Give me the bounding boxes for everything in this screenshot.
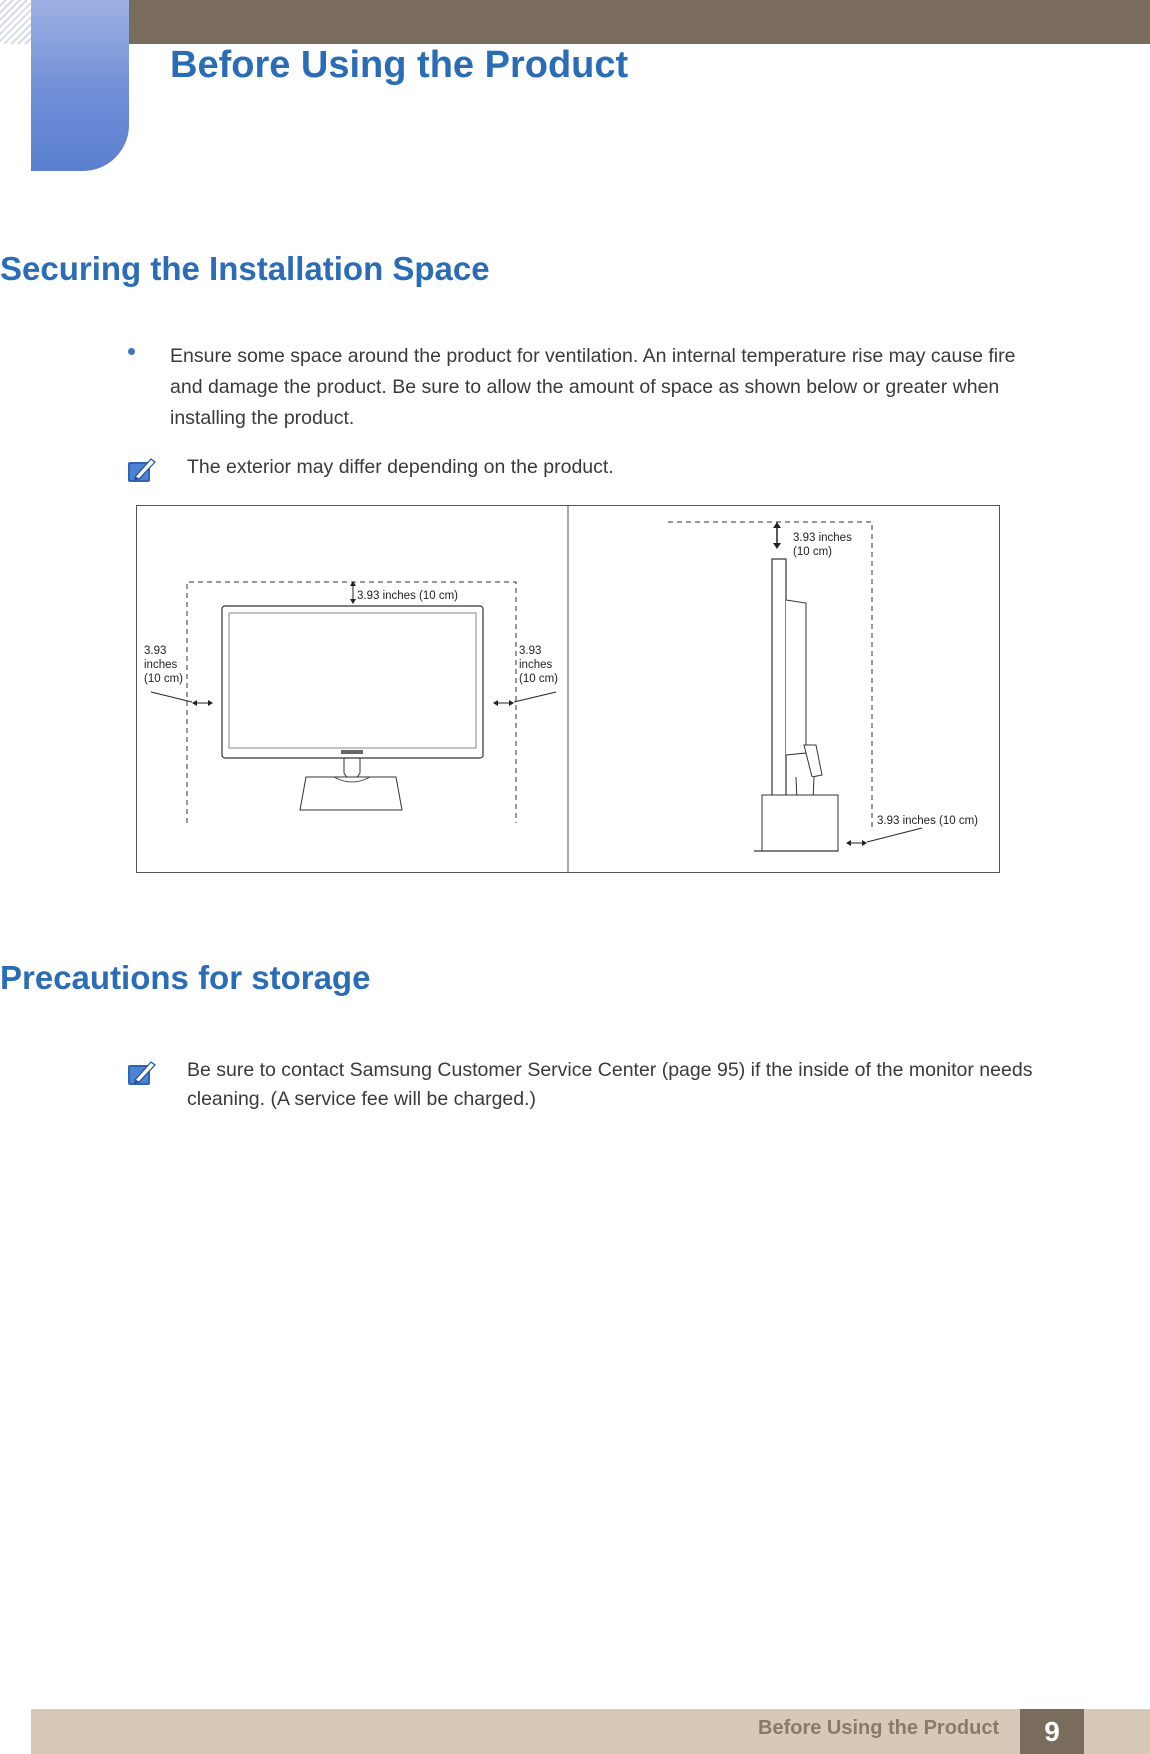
chapter-title: Before Using the Product xyxy=(170,44,629,86)
note-icon xyxy=(127,1059,157,1087)
top-bar xyxy=(0,0,1150,44)
chapter-tab-decoration xyxy=(31,0,129,171)
section-title-installation: Securing the Installation Space xyxy=(0,250,490,287)
page-number: 9 xyxy=(1020,1709,1084,1754)
bullet-text: Ensure some space around the product for ventilation. An internal temperature rise may cause fire and damage the product. Be sure to allow the amount of space as shown below or greater when installing the product. xyxy=(170,345,1016,429)
note-text-storage: Be sure to contact Samsung Customer Service Center (page 95) if the inside of the monitor needs cleaning. (A service fee will be charged.) xyxy=(187,1059,1033,1110)
note-text-exterior: The exterior may differ depending on the product. xyxy=(187,456,614,478)
side-top-label-line2: (10 cm) xyxy=(793,546,832,558)
front-left-label-line3: (10 cm) xyxy=(144,673,183,685)
bullet-icon xyxy=(128,348,135,355)
front-right-label-line2: inches xyxy=(519,659,553,671)
front-left-label-line1: 3.93 xyxy=(144,645,167,657)
top-hatch-decoration xyxy=(0,0,32,44)
side-back-label: 3.93 inches (10 cm) xyxy=(877,815,978,827)
footer-chapter-title: Before Using the Product xyxy=(758,1717,1000,1739)
side-top-label-line1: 3.93 inches xyxy=(793,532,852,544)
installation-space-figure xyxy=(136,505,1000,873)
section-title-storage: Precautions for storage xyxy=(0,959,371,996)
front-top-label: 3.93 inches (10 cm) xyxy=(357,590,458,602)
front-right-label-line1: 3.93 xyxy=(519,645,542,657)
note-icon xyxy=(127,456,157,484)
front-left-label-line2: inches xyxy=(144,659,178,671)
front-right-label-line3: (10 cm) xyxy=(519,673,558,685)
